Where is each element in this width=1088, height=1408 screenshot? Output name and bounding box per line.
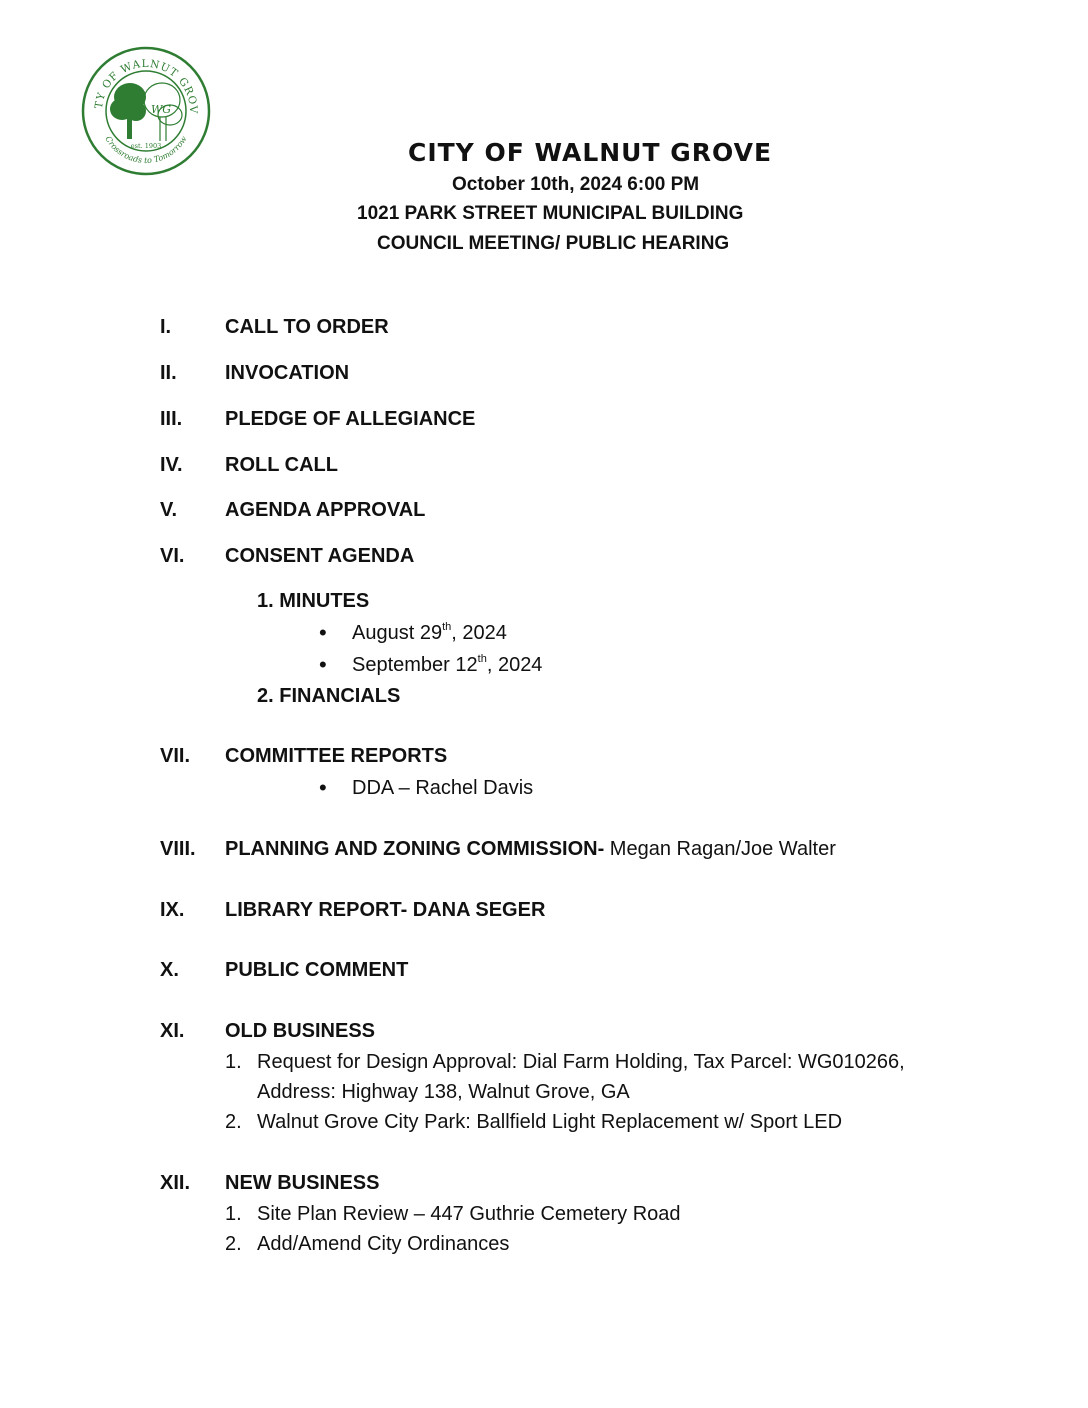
agenda-num-vi: VI. bbox=[160, 545, 185, 567]
agenda-item-old-business: OLD BUSINESS bbox=[225, 1020, 376, 1042]
agenda-num-iv: IV. bbox=[160, 454, 183, 476]
planning-zoning-names: Megan Ragan/Joe Walter bbox=[604, 838, 836, 860]
planning-zoning-title: PLANNING AND ZONING COMMISSION- bbox=[225, 838, 605, 860]
minutes-date-2-suffix: th bbox=[477, 653, 487, 665]
meeting-location: 1021 PARK STREET MUNICIPAL BUILDING bbox=[357, 203, 744, 224]
consent-financials-label: 2. FINANCIALS bbox=[257, 685, 401, 707]
minutes-bullet bbox=[352, 654, 542, 677]
meeting-date-time: October 10th, 2024 6:00 PM bbox=[452, 174, 700, 195]
dark-tree-icon bbox=[110, 83, 146, 139]
agenda-item-planning-zoning bbox=[225, 838, 836, 861]
new-business-item-1-text: Site Plan Review – 447 Guthrie Cemetery Road bbox=[257, 1203, 681, 1225]
new-business-item-2-text: Add/Amend City Ordinances bbox=[257, 1233, 510, 1255]
agenda-item-new-business: NEW BUSINESS bbox=[225, 1172, 380, 1194]
agenda-item-library-report: LIBRARY REPORT- DANA SEGER bbox=[225, 899, 546, 921]
minutes-date-2-year: , 2024 bbox=[486, 654, 543, 676]
old-business-item bbox=[225, 1111, 842, 1134]
minutes-date-1: August 29 bbox=[352, 622, 443, 644]
agenda-item-pledge: PLEDGE OF ALLEGIANCE bbox=[225, 408, 476, 430]
agenda-num-i: I. bbox=[160, 316, 172, 338]
seal-bottom-text: Crossroads to Tomorrow bbox=[103, 134, 189, 166]
agenda-num-v: V. bbox=[160, 499, 178, 521]
meeting-type: COUNCIL MEETING/ PUBLIC HEARING bbox=[377, 233, 730, 254]
old-business-item-2-text: Walnut Grove City Park: Ballfield Light Replacement w/ Sport LED bbox=[257, 1111, 843, 1133]
agenda-num-vii: VII. bbox=[160, 745, 191, 767]
minutes-date-1-suffix: th bbox=[442, 621, 452, 633]
agenda-item-public-comment: PUBLIC COMMENT bbox=[225, 959, 409, 981]
new-business-item bbox=[225, 1233, 509, 1256]
agenda-num-ix: IX. bbox=[160, 899, 185, 921]
committee-report-dda: • DDA – Rachel Davis bbox=[352, 777, 533, 800]
minutes-date-2: September 12 bbox=[352, 654, 478, 676]
old-business-item-1-num: 1. bbox=[225, 1051, 242, 1073]
old-business-item-2-num: 2. bbox=[225, 1111, 242, 1133]
new-business-item-2-num: 2. bbox=[225, 1233, 242, 1255]
seal-established: est. 1903 bbox=[130, 142, 162, 150]
page-title: CITY OF WALNUT GROVE bbox=[407, 138, 773, 167]
agenda-item-invocation: INVOCATION bbox=[225, 362, 350, 384]
old-business-item bbox=[225, 1051, 905, 1074]
agenda-item-committee-reports: COMMITTEE REPORTS bbox=[225, 745, 448, 767]
minutes-date-1-year: , 2024 bbox=[451, 622, 507, 644]
old-business-item-1-line2: Address: Highway 138, Walnut Grove, GA bbox=[257, 1081, 630, 1103]
agenda-item-roll-call: ROLL CALL bbox=[225, 454, 338, 476]
agenda-num-xi: XI. bbox=[160, 1020, 185, 1042]
seal-top-text: TY OF WALNUT GROV bbox=[92, 57, 200, 115]
new-business-item-1-num: 1. bbox=[225, 1203, 242, 1225]
new-business-item bbox=[225, 1203, 681, 1226]
consent-minutes-label: 1. MINUTES bbox=[257, 590, 370, 612]
agenda-num-ii: II. bbox=[160, 362, 177, 384]
agenda-item-consent-agenda: CONSENT AGENDA bbox=[225, 545, 415, 567]
agenda-num-xii: XII. bbox=[160, 1172, 191, 1194]
agenda-num-x: X. bbox=[160, 959, 179, 981]
agenda-num-iii: III. bbox=[160, 408, 183, 430]
agenda-item-agenda-approval: AGENDA APPROVAL bbox=[225, 499, 426, 521]
minutes-bullet bbox=[352, 622, 507, 645]
seal-monogram: WG bbox=[151, 103, 172, 116]
agenda-num-viii: VIII. bbox=[160, 838, 196, 860]
old-business-item-1-line1: Request for Design Approval: Dial Farm Holding, Tax Parcel: WG010266, bbox=[257, 1051, 905, 1073]
agenda-item-call-to-order: CALL TO ORDER bbox=[225, 316, 389, 338]
